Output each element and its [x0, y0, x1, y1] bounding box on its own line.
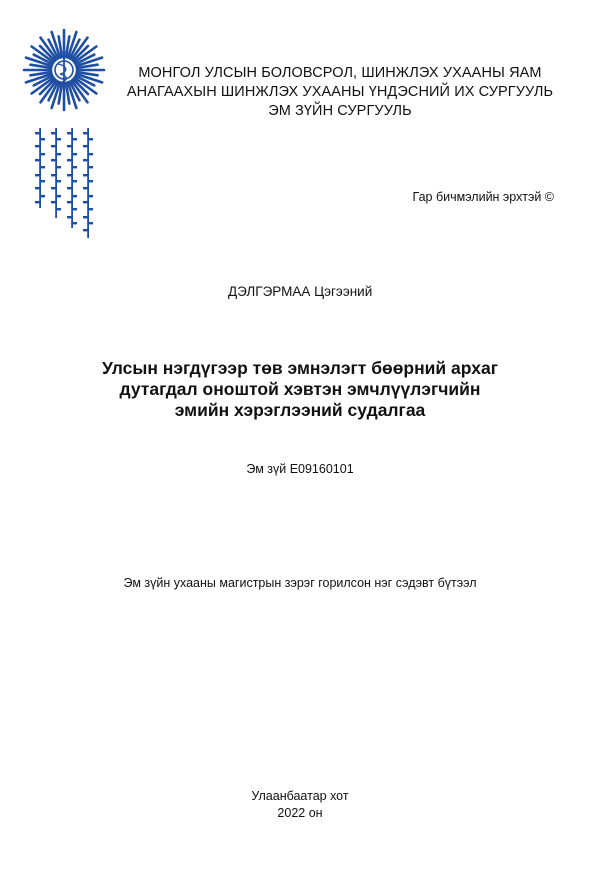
thesis-title-line: эмийн хэрэглээний судалгаа [174, 400, 426, 420]
mongolian-script-column [51, 128, 61, 218]
author-name: ДЭЛГЭРМАА Цэгээний [228, 284, 373, 299]
thesis-title-line: Улсын нэгдүгээр төв эмнэлэгт бөөрний архаг [102, 358, 498, 378]
city: Улаанбаатар хот [251, 789, 349, 803]
year: 2022 он [277, 806, 323, 820]
logo-emblem-icon [22, 28, 106, 248]
mongolian-script-column [35, 128, 45, 208]
ministry-line: МОНГОЛ УЛСЫН БОЛОВСРОЛ, ШИНЖЛЭХ УХААНЫ ЯАМ [138, 65, 542, 81]
place-and-year [0, 788, 600, 822]
degree-statement: Эм зүйн ухааны магистрын зэрэг горилсон нэг сэдэвт бүтээл [123, 576, 477, 590]
school-line: ЭМ ЗҮЙН СУРГУУЛЬ [268, 103, 412, 119]
thesis-title [60, 358, 540, 421]
university-line: АНАГААХЫН ШИНЖЛЭХ УХААНЫ ҮНДЭСНИЙ ИХ СУРГУУЛЬ [126, 84, 554, 100]
university-logo [22, 28, 106, 248]
mongolian-script-column [67, 128, 77, 228]
ministry-header [120, 64, 560, 121]
thesis-title-line: дутагдал оноштой хэвтэн эмчлүүлэгчийн [119, 379, 481, 399]
copyright-notice: Гар бичмэлийн эрхтэй © [412, 190, 554, 204]
mongolian-script-column [83, 128, 93, 238]
specialty-code: Эм зүй E09160101 [246, 462, 354, 476]
